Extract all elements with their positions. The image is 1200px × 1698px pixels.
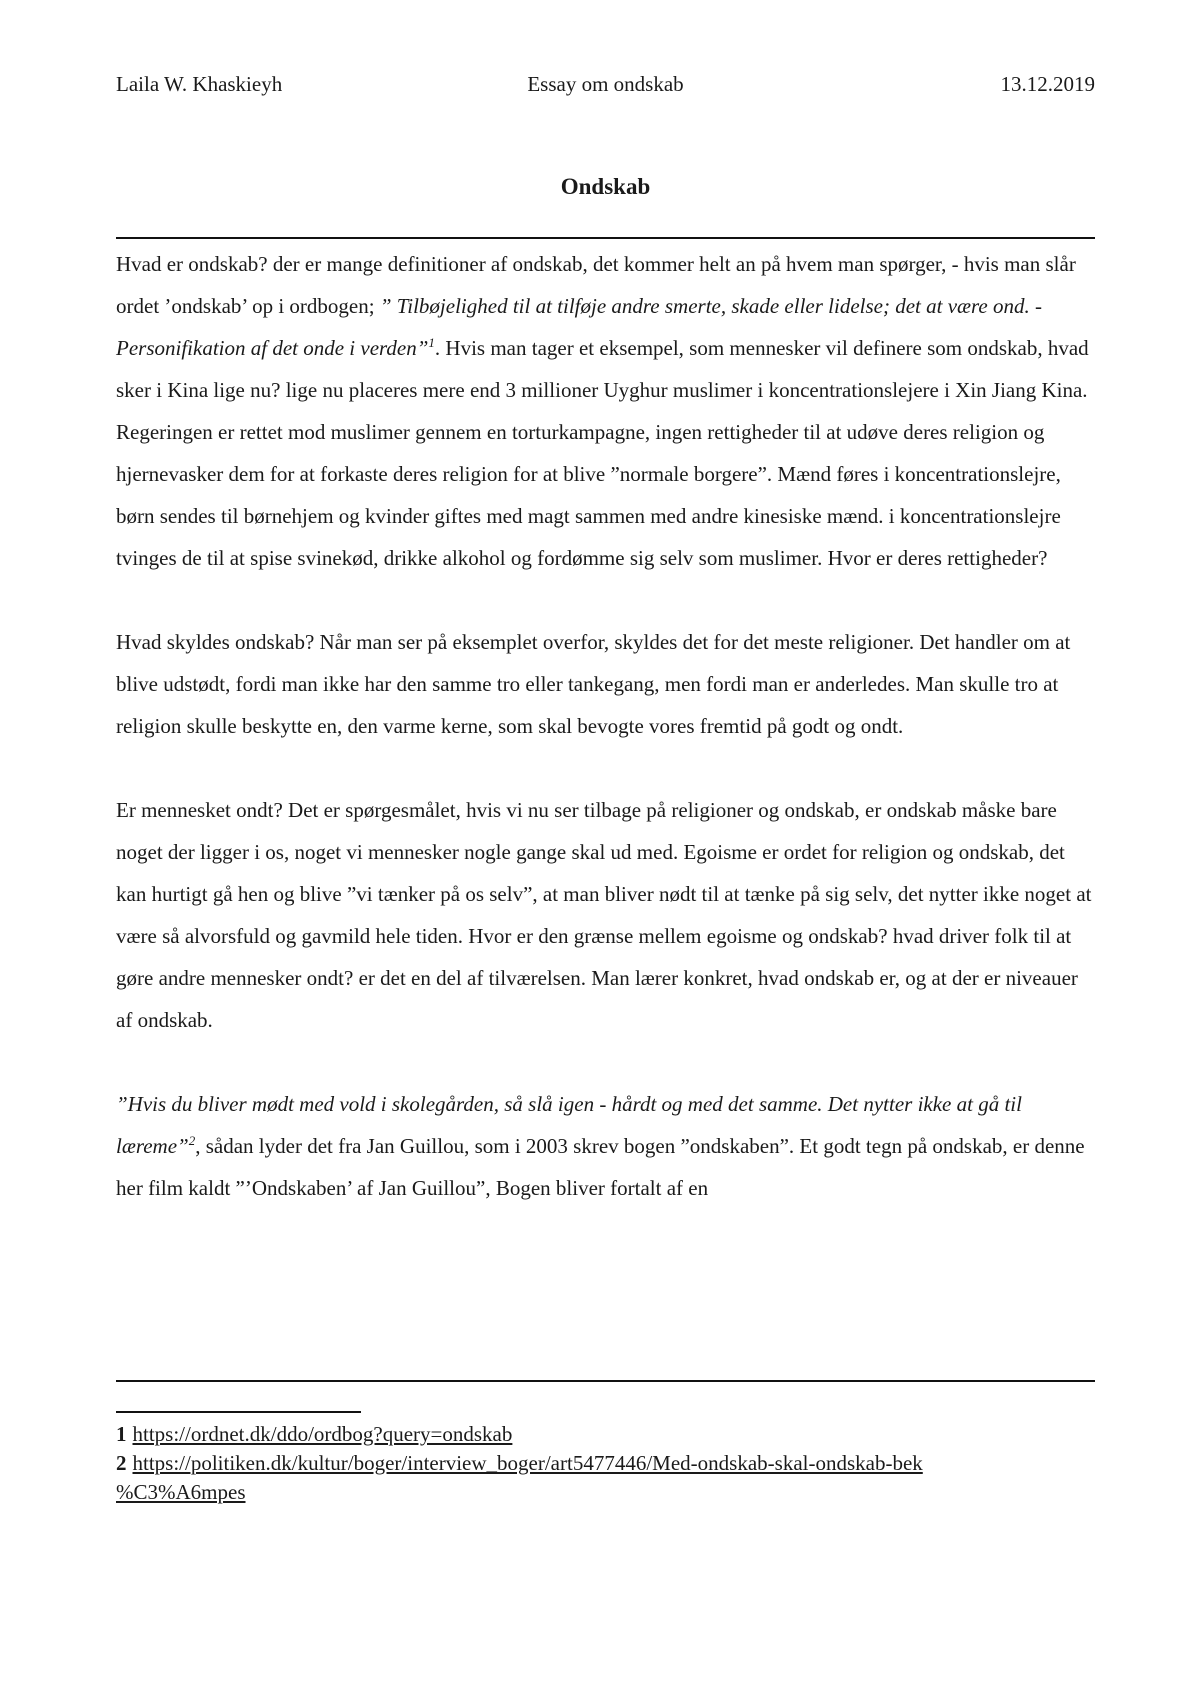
paragraph-4	[116, 1083, 1095, 1209]
page-header	[116, 72, 1095, 102]
footnote-ref-2[interactable]: 2	[188, 1133, 196, 1148]
paragraph-3: Er mennesket ondt? Det er spørgesmålet, hvis vi nu ser tilbage på religioner og ondskab, er ondskab måske bare noget der ligger i os, noget vi mennesker nogle gange skal ud med. Egoisme er ordet for religion og ondskab, det kan hurtigt gå hen og blive ”vi tænker på os selv”, at man bliver nødt til at tænke på sig selv, det nytter ikke noget at være så alvorsfuld og gavmild hele tiden. Hvor er den grænse mellem egoisme og ondskab? hvad driver folk til at gøre andre mennesker ondt? er det en del af tilværelsen. Man lærer konkret, hvad ondskab er, og at der er niveauer af ondskab.	[116, 798, 1092, 1032]
paragraph-2: Hvad skyldes ondskab? Når man ser på eksemplet overfor, skyldes det for det meste religioner. Det handler om at blive udstødt, fordi man ikke har den samme tro eller tankegang, men fordi man er anderledes. Man skulle tro at religion skulle beskytte en, den varme kerne, som skal bevogte vores fremtid på godt og ondt.	[116, 630, 1071, 738]
footnote-2-number: 2	[116, 1451, 127, 1475]
paragraph-1	[116, 243, 1095, 579]
page-title: Ondskab	[560, 174, 651, 199]
essay-body	[116, 243, 1095, 1209]
header-date: 13.12.2019	[1000, 72, 1095, 96]
header-author: Laila W. Khaskieyh	[116, 72, 283, 96]
footnote-1	[116, 1420, 1095, 1449]
footnote-2	[116, 1449, 1095, 1507]
dictionary-quote: ” Tilbøjelighed til at tilføje andre smerte, skade eller lidelse; det at være ond. - Personifikation af det onde i verden”	[116, 294, 1042, 360]
paragraph-1-intro: Hvad er ondskab? der er mange definitioner af ondskab, det kommer helt an på hvem man spørger, - hvis man slår ordet ’ondskab’ op i ordbogen;	[116, 252, 1076, 318]
footnote-ref-1[interactable]: 1	[428, 335, 435, 350]
paragraph-4-text: , sådan lyder det fra Jan Guillou, som i 2003 skrev bogen ”ondskaben”. Et godt tegn på ondskab, er denne her film kaldt ”’Ondskaben’ af Jan Guillou”, Bogen bliver fortalt af en	[116, 1134, 1085, 1200]
footnote-separator	[116, 1411, 361, 1413]
guillou-quote: ”Hvis du bliver mødt med vold i skolegården, så slå igen - hårdt og med det samme. Det nytter ikke at gå til læreme”	[116, 1092, 1022, 1158]
header-doc-title: Essay om ondskab	[527, 72, 684, 96]
footnote-2-link-continued[interactable]: %C3%A6mpes	[116, 1480, 246, 1504]
footnote-1-number: 1	[116, 1422, 127, 1446]
body-bottom-divider	[116, 1380, 1095, 1382]
title-divider	[116, 237, 1095, 239]
paragraph-1-text: . Hvis man tager et eksempel, som mennesker vil definere som ondskab, hvad sker i Kina lige nu? lige nu placeres mere end 3 millioner Uyghur muslimer i koncentrationslejere i Xin Jiang Kina. Regeringen er rettet mod muslimer gennem en torturkampagne, ingen rettigheder til at udøve deres religion og hjernevasker dem for at forkaste deres religion for at blive ”normale borgere”. Mænd føres i koncentrationslejre, børn sendes til børnehjem og kvinder giftes med magt sammen med andre kinesiske mænd. i koncentrationslejre tvinges de til at spise svinekød, drikke alkohol og fordømme sig selv som muslimer. Hvor er deres rettigheder?	[116, 336, 1089, 570]
footnote-2-link[interactable]: https://politiken.dk/kultur/boger/interview_boger/art5477446/Med-ondskab-skal-ondskab-bek	[132, 1451, 923, 1475]
footnote-1-link[interactable]: https://ordnet.dk/ddo/ordbog?query=ondskab	[132, 1422, 513, 1446]
footnotes	[116, 1420, 1095, 1507]
